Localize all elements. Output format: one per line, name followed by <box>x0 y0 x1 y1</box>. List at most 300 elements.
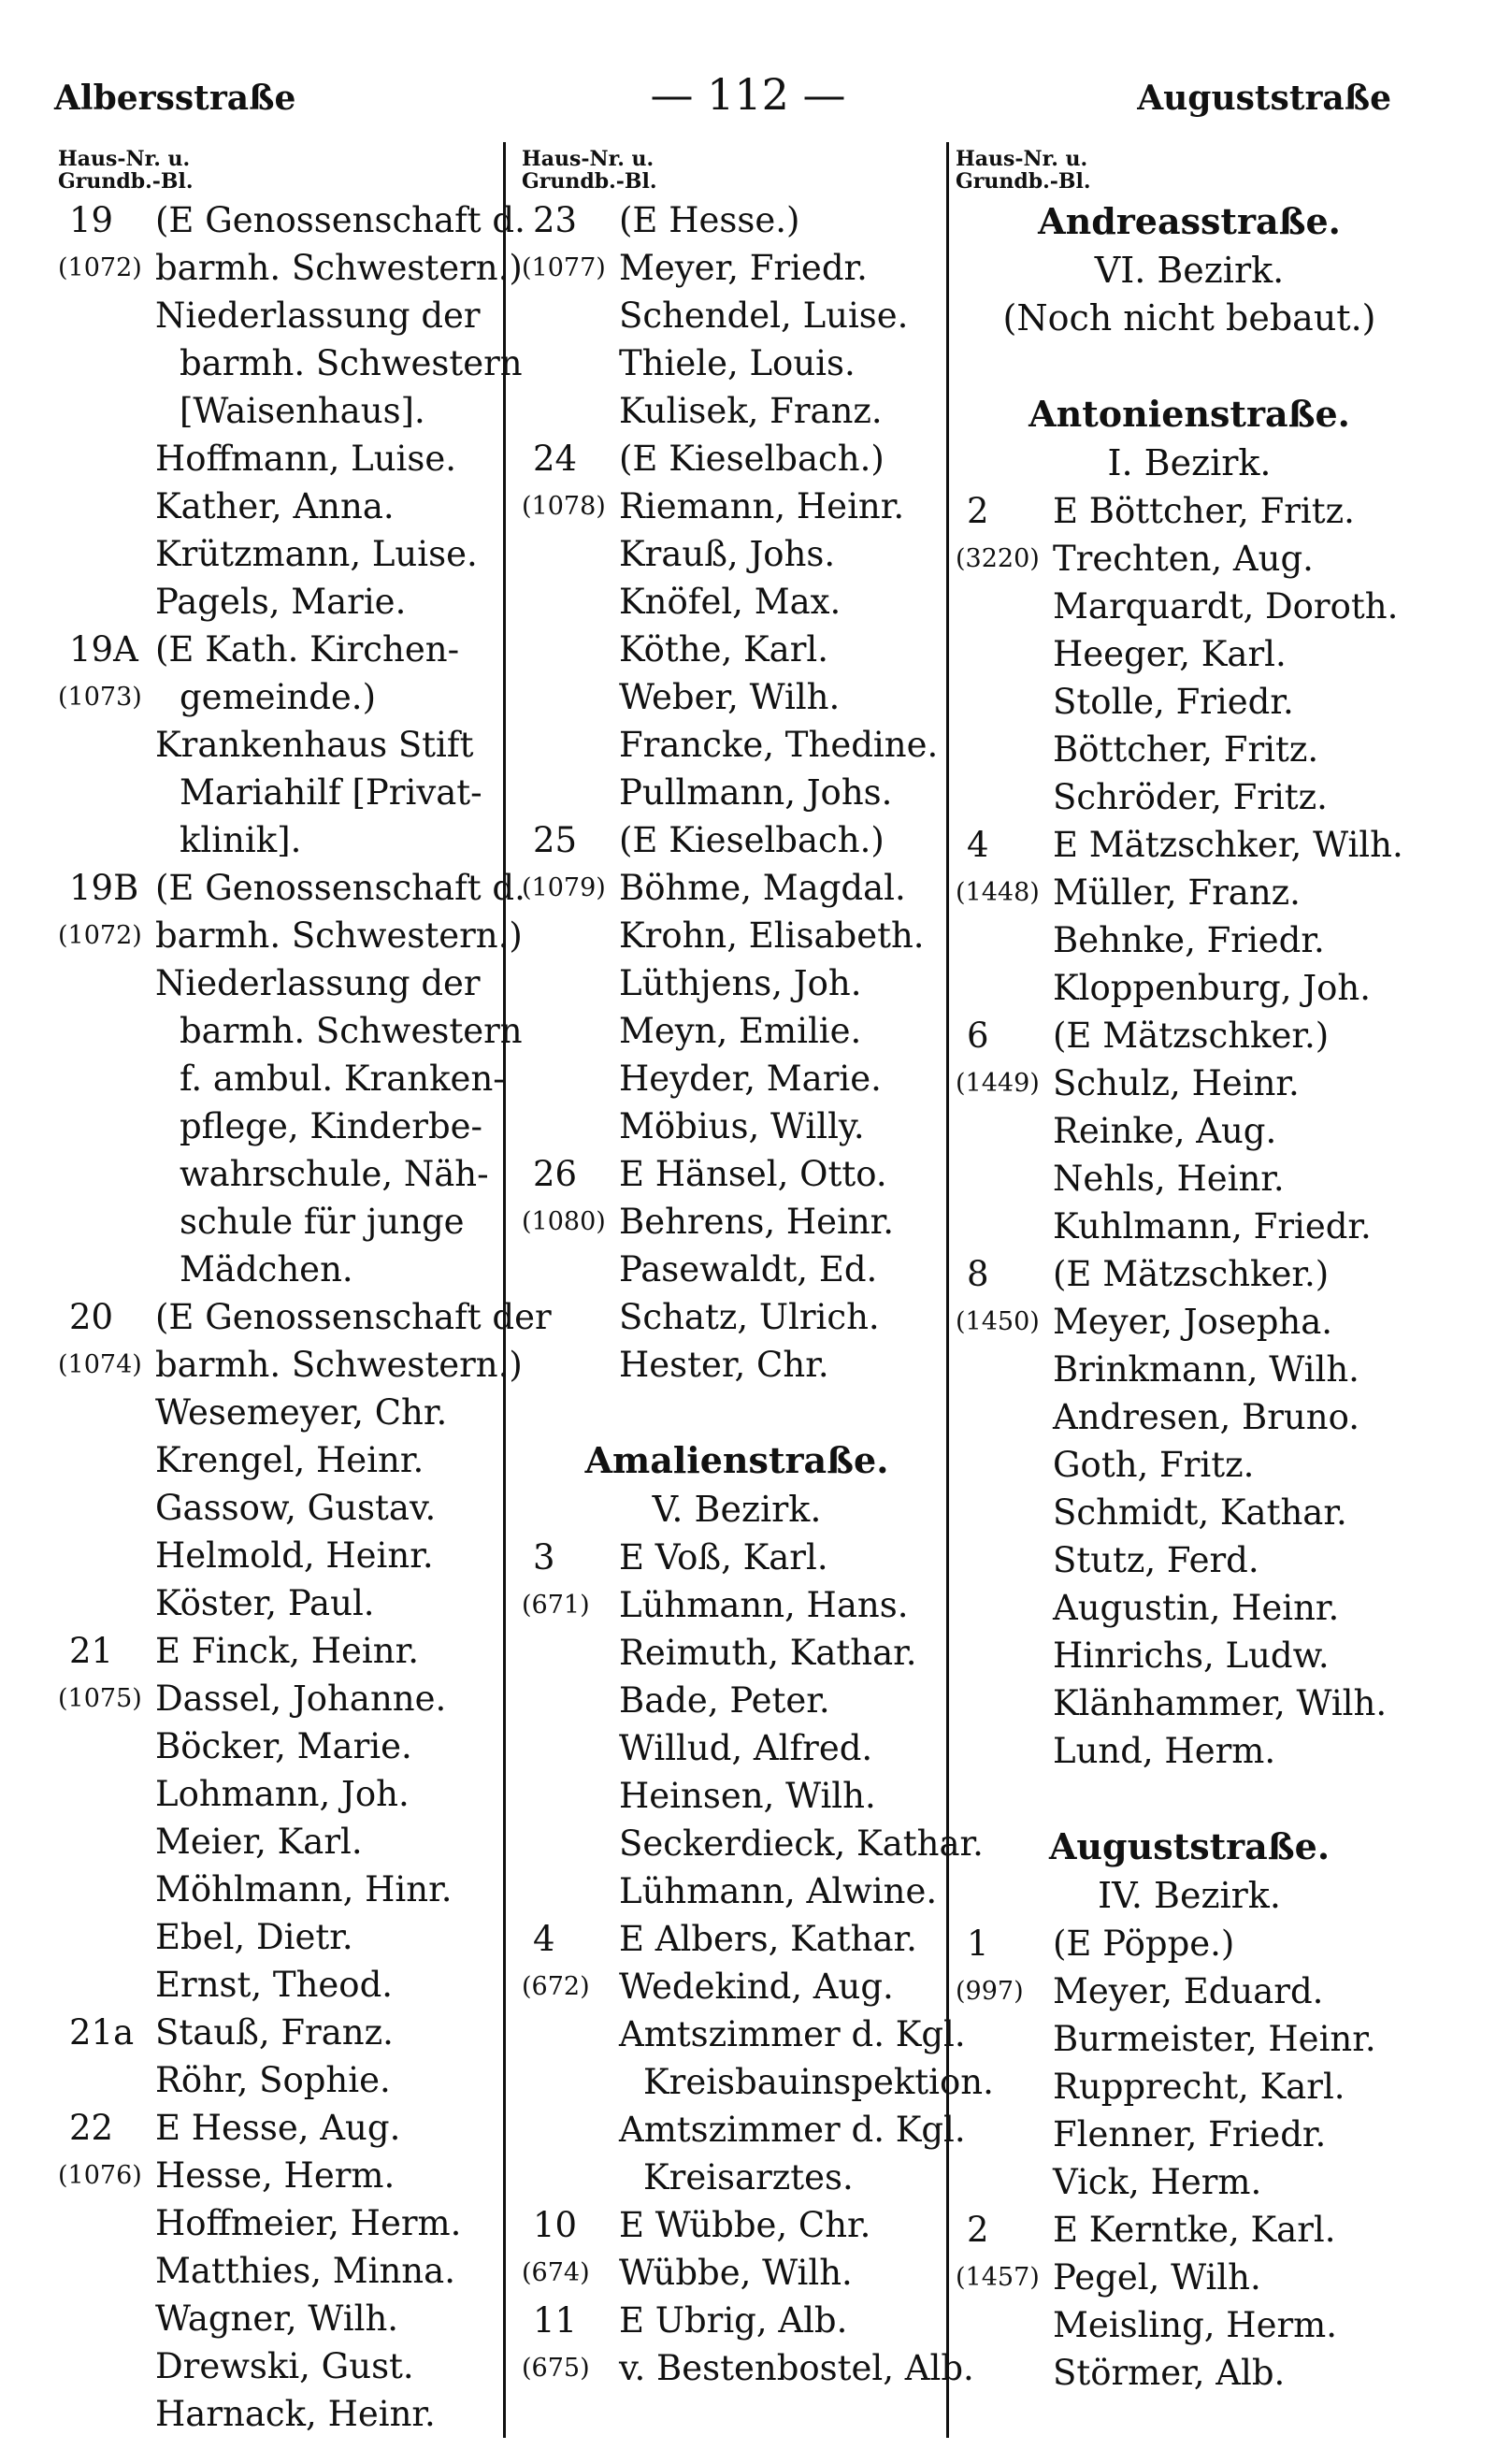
entry-continuation: f. ambul. Kranken- <box>180 1059 505 1099</box>
resident-entry: Schatz, Ulrich. <box>619 1297 880 1337</box>
resident-entry: Meyer, Friedr. <box>619 248 868 288</box>
district-label: I. Bezirk. <box>1107 442 1272 483</box>
resident-entry: Wesemeyer, Chr. <box>155 1392 448 1433</box>
parcel-number: (674) <box>522 2258 590 2287</box>
parcel-number: (1072) <box>58 253 142 282</box>
list-item <box>522 959 952 1007</box>
entry-continuation: gemeinde.) <box>180 677 377 717</box>
list-item <box>522 483 952 530</box>
list-item <box>522 339 952 387</box>
resident-entry: Amtszimmer d. Kgl. <box>619 2110 966 2150</box>
page-number: — 112 — <box>650 69 846 120</box>
resident-entry: Knöfel, Max. <box>619 582 842 622</box>
list-item <box>522 1102 952 1150</box>
resident-entry: (E Mätzschker.) <box>1053 1016 1330 1056</box>
list-item <box>956 630 1423 678</box>
house-number: 3 <box>533 1537 555 1578</box>
list-item <box>956 1679 1423 1727</box>
street-note: (Noch nicht bebaut.) <box>1002 297 1376 339</box>
resident-entry: Drewski, Gust. <box>155 2346 414 2386</box>
parcel-number: (1450) <box>956 1307 1040 1336</box>
list-item <box>522 2249 952 2297</box>
entry-continuation: Mariahilf [Privat- <box>180 772 482 813</box>
entry-continuation: barmh. Schwestern <box>180 1011 523 1051</box>
district-label: V. Bezirk. <box>652 1489 822 1530</box>
list-item <box>58 1293 552 1341</box>
resident-entry: Köthe, Karl. <box>619 629 829 670</box>
list-item <box>956 1536 1423 1584</box>
resident-entry: Hoffmann, Luise. <box>155 439 457 479</box>
resident-entry: E Böttcher, Fritz. <box>1053 491 1355 531</box>
list-item <box>58 530 516 578</box>
house-number: 2 <box>967 491 989 531</box>
list-item <box>522 1150 952 1198</box>
resident-entry: Kather, Anna. <box>155 486 395 526</box>
resident-entry: Hinrichs, Ludw. <box>1053 1635 1330 1676</box>
resident-entry: Hoffmeier, Herm. <box>155 2203 462 2243</box>
list-item <box>58 2295 516 2342</box>
list-item <box>956 726 1423 773</box>
resident-entry: Krohn, Elisabeth. <box>619 915 925 956</box>
resident-entry: Meisling, Herm. <box>1053 2305 1338 2345</box>
resident-entry: Stutz, Ferd. <box>1053 1540 1259 1580</box>
entry-continuation: barmh. Schwestern <box>180 343 523 383</box>
column-header-line: Grundb.-Bl. <box>522 169 657 194</box>
list-item <box>58 1722 516 1770</box>
list-item <box>522 673 952 721</box>
resident-entry: Meyn, Emilie. <box>619 1011 862 1051</box>
list-item <box>522 626 952 673</box>
parcel-number: (1449) <box>956 1069 1040 1098</box>
resident-entry: Schendel, Luise. <box>619 295 909 336</box>
street-heading: Auguststraße. <box>1048 1825 1331 1867</box>
list-item <box>58 1675 516 1722</box>
parcel-number: (1457) <box>956 2263 1040 2292</box>
list-item <box>522 1581 952 1629</box>
list-item <box>956 1489 1423 1536</box>
list-item <box>522 387 952 435</box>
list-item <box>522 1820 984 1867</box>
resident-entry: Brinkmann, Wilh. <box>1053 1349 1359 1390</box>
list-item <box>58 387 516 435</box>
resident-entry: Burmeister, Heinr. <box>1053 2019 1376 2059</box>
list-item <box>956 2015 1423 2063</box>
parcel-number: (1079) <box>522 873 606 902</box>
column-header-line: Grundb.-Bl. <box>956 169 1091 194</box>
resident-entry: E Kerntke, Karl. <box>1053 2210 1336 2250</box>
list-item <box>956 1632 1423 1679</box>
list-item <box>58 673 516 721</box>
resident-entry: Amtszimmer d. Kgl. <box>619 2014 966 2054</box>
column-header-line: Haus-Nr. u. <box>956 147 1088 171</box>
resident-entry: Krankenhaus Stift <box>155 725 474 765</box>
list-item <box>522 1677 952 1724</box>
list-item <box>956 916 1423 964</box>
list-item <box>522 435 952 483</box>
resident-entry: Lund, Herm. <box>1053 1731 1276 1771</box>
resident-entry: Schröder, Fritz. <box>1053 777 1328 817</box>
list-item <box>522 578 952 626</box>
list-item <box>956 487 1423 535</box>
parcel-number: (675) <box>522 2354 590 2383</box>
district-label: IV. Bezirk. <box>1098 1875 1281 1916</box>
list-item <box>58 1436 516 1484</box>
list-item <box>522 1963 952 2010</box>
list-item <box>58 2247 516 2295</box>
list-item <box>58 769 516 816</box>
entry-continuation: schule für junge <box>180 1202 465 1242</box>
list-item <box>522 530 952 578</box>
list-item <box>956 1155 1423 1203</box>
resident-entry: Böhme, Magdal. <box>619 868 906 908</box>
resident-entry: Seckerdieck, Kathar. <box>619 1823 984 1864</box>
resident-entry: Behrens, Heinr. <box>619 1202 895 1242</box>
resident-entry: Ernst, Theod. <box>155 1965 394 2005</box>
list-item <box>58 864 525 912</box>
column-header <box>956 148 1423 196</box>
list-item <box>58 1484 516 1532</box>
list-item <box>58 1627 516 1675</box>
list-item <box>522 721 952 769</box>
resident-entry: Ebel, Dietr. <box>155 1917 353 1957</box>
house-number: 19A <box>69 629 138 670</box>
parcel-number: (1080) <box>522 1207 606 1236</box>
list-item <box>58 244 523 292</box>
list-item <box>956 2301 1423 2349</box>
list-item <box>58 2390 516 2438</box>
resident-entry: Reimuth, Kathar. <box>619 1633 917 1673</box>
resident-entry: Kloppenburg, Joh. <box>1053 968 1371 1008</box>
list-item <box>956 821 1423 869</box>
house-number: 25 <box>533 820 578 860</box>
resident-entry: Krützmann, Luise. <box>155 534 478 574</box>
house-number: 4 <box>533 1919 555 1959</box>
resident-entry: (E Genossenschaft d. <box>155 868 525 908</box>
parcel-number: (672) <box>522 1972 590 2001</box>
list-item <box>58 2199 516 2247</box>
list-item <box>956 2111 1423 2158</box>
resident-entry: Kuhlmann, Friedr. <box>1053 1206 1372 1246</box>
resident-entry: Heinsen, Wilh. <box>619 1776 876 1816</box>
list-item <box>522 1198 952 1246</box>
resident-entry: (E Genossenschaft d. <box>155 200 525 240</box>
resident-entry: Wedekind, Aug. <box>619 1967 894 2007</box>
house-number: 6 <box>967 1016 989 1056</box>
resident-entry: Nehls, Heinr. <box>1053 1159 1285 1199</box>
resident-entry: Lüthjens, Joh. <box>619 963 862 1003</box>
resident-entry: Pullmann, Johs. <box>619 772 893 813</box>
spacer <box>956 342 1423 389</box>
house-number: 11 <box>533 2300 578 2341</box>
resident-entry: Schulz, Heinr. <box>1053 1063 1300 1103</box>
resident-entry: (E Kath. Kirchen- <box>155 629 460 670</box>
list-item <box>522 2106 966 2154</box>
list-item <box>522 1915 952 1963</box>
resident-entry: Pegel, Wilh. <box>1053 2257 1261 2298</box>
resident-entry: Schmidt, Kathar. <box>1053 1492 1347 1533</box>
parcel-number: (1448) <box>956 878 1040 907</box>
entry-continuation: Kreisarztes. <box>643 2157 854 2197</box>
list-item <box>956 1012 1423 1059</box>
column-header-line: Grundb.-Bl. <box>58 169 194 194</box>
street-heading: Andreasstraße. <box>1038 200 1341 242</box>
list-item <box>956 678 1423 726</box>
list-item <box>58 1866 516 1913</box>
parcel-number: (1078) <box>522 492 606 521</box>
list-item <box>956 1584 1423 1632</box>
resident-entry: Meier, Karl. <box>155 1822 363 1862</box>
resident-entry: (E Kieselbach.) <box>619 439 885 479</box>
resident-entry: Niederlassung der <box>155 295 481 336</box>
list-item <box>956 2158 1423 2206</box>
list-item <box>522 244 952 292</box>
resident-entry: Stauß, Franz. <box>155 2012 394 2053</box>
resident-entry: Pasewaldt, Ed. <box>619 1249 878 1290</box>
list-item <box>522 1772 952 1820</box>
house-number: 1 <box>967 1924 989 1964</box>
list-item <box>58 1102 516 1150</box>
resident-entry: barmh. Schwestern.) <box>155 248 523 288</box>
resident-entry: (E Genossenschaft der <box>155 1297 552 1337</box>
parcel-number: (1075) <box>58 1684 142 1713</box>
house-number: 21a <box>69 2012 135 2053</box>
street-heading: Antonienstraße. <box>1028 393 1350 435</box>
entry-continuation: pflege, Kinderbe- <box>180 1106 483 1146</box>
house-number: 8 <box>967 1254 989 1294</box>
list-item <box>58 578 516 626</box>
list-item <box>58 2104 516 2152</box>
resident-entry: Niederlassung der <box>155 963 481 1003</box>
resident-entry: E Voß, Karl. <box>619 1537 828 1578</box>
resident-entry: (E Pöppe.) <box>1053 1924 1235 1964</box>
list-item <box>956 535 1423 583</box>
column-header-line: Haus-Nr. u. <box>522 147 654 171</box>
list-item <box>522 912 952 959</box>
street-heading: Amalienstraße. <box>584 1439 889 1481</box>
resident-entry: Thiele, Louis. <box>619 343 856 383</box>
resident-entry: Heeger, Karl. <box>1053 634 1287 674</box>
list-item <box>522 2154 952 2201</box>
resident-entry: Trechten, Aug. <box>1053 539 1314 579</box>
list-item <box>58 1246 516 1293</box>
resident-entry: barmh. Schwestern.) <box>155 915 523 956</box>
resident-entry: Dassel, Johanne. <box>155 1679 447 1719</box>
list-item <box>58 1913 516 1961</box>
list-item <box>956 2206 1423 2254</box>
resident-entry: v. Bestenbostel, Alb. <box>619 2348 974 2388</box>
list-item <box>58 626 516 673</box>
list-item <box>522 2058 994 2106</box>
list-item <box>58 1007 523 1055</box>
list-item <box>58 483 516 530</box>
resident-entry: Vick, Herm. <box>1053 2162 1262 2202</box>
list-item <box>58 2009 516 2056</box>
entry-continuation: wahrschule, Näh- <box>180 1154 489 1194</box>
resident-entry: (E Mätzschker.) <box>1053 1254 1330 1294</box>
list-item <box>522 292 952 339</box>
list-item <box>956 1107 1423 1155</box>
list-item <box>58 1389 516 1436</box>
resident-entry: Bade, Peter. <box>619 1680 830 1721</box>
house-number: 4 <box>967 825 989 865</box>
list-item <box>58 292 516 339</box>
list-item <box>58 339 523 387</box>
resident-entry: Gassow, Gustav. <box>155 1488 437 1528</box>
list-item <box>522 864 952 912</box>
resident-entry: Hester, Chr. <box>619 1345 829 1385</box>
list-item <box>522 1534 952 1581</box>
entry-continuation: klinik]. <box>180 820 302 860</box>
list-item <box>522 1724 952 1772</box>
resident-entry: Lohmann, Joh. <box>155 1774 410 1814</box>
column-1 <box>58 147 552 2438</box>
parcel-number: (997) <box>956 1977 1024 2006</box>
list-item <box>956 1441 1423 1489</box>
list-item <box>522 1007 952 1055</box>
resident-entry: Köster, Paul. <box>155 1583 375 1623</box>
list-item <box>58 1055 516 1102</box>
list-item <box>58 1150 516 1198</box>
column-3 <box>956 148 1423 2397</box>
list-item <box>58 1961 516 2009</box>
running-head-left: Albersstraße <box>54 79 296 118</box>
resident-entry: Goth, Fritz. <box>1053 1445 1255 1485</box>
list-item <box>956 1298 1423 1346</box>
resident-entry: Böcker, Marie. <box>155 1726 412 1766</box>
parcel-number: (1077) <box>522 253 606 282</box>
resident-entry: E Wübbe, Chr. <box>619 2205 871 2245</box>
list-item <box>522 1293 952 1341</box>
column-header <box>522 148 952 196</box>
resident-entry: E Mätzschker, Wilh. <box>1053 825 1403 865</box>
resident-entry: Francke, Thedine. <box>619 725 939 765</box>
list-item <box>522 1629 952 1677</box>
resident-entry: Möhlmann, Hinr. <box>155 1869 453 1909</box>
list-item <box>956 583 1423 630</box>
entry-continuation: Mädchen. <box>180 1249 353 1290</box>
running-head-right: Auguststraße <box>1137 79 1391 118</box>
list-item <box>522 196 952 244</box>
resident-entry: Willud, Alfred. <box>619 1728 873 1768</box>
list-item <box>956 1203 1423 1250</box>
list-item <box>956 2349 1423 2397</box>
resident-entry: E Albers, Kathar. <box>619 1919 917 1959</box>
house-number: 22 <box>69 2108 114 2148</box>
resident-entry: Müller, Franz. <box>1053 872 1301 913</box>
parcel-number: (1073) <box>58 683 142 712</box>
house-number: 24 <box>533 439 578 479</box>
resident-entry: Riemann, Heinr. <box>619 486 905 526</box>
resident-entry: Stolle, Friedr. <box>1053 682 1294 722</box>
resident-entry: barmh. Schwestern.) <box>155 1345 523 1385</box>
list-item <box>522 816 952 864</box>
house-number: 20 <box>69 1297 114 1337</box>
list-item <box>522 2010 966 2058</box>
list-item <box>956 1727 1423 1775</box>
resident-entry: Hesse, Herm. <box>155 2155 396 2196</box>
column-header <box>58 148 516 196</box>
resident-entry: Wagner, Wilh. <box>155 2298 399 2339</box>
resident-entry: Klänhammer, Wilh. <box>1053 1683 1388 1723</box>
list-item <box>58 2056 516 2104</box>
resident-entry: Möbius, Willy. <box>619 1106 865 1146</box>
resident-entry: Matthies, Minna. <box>155 2251 455 2291</box>
resident-entry: E Finck, Heinr. <box>155 1631 419 1671</box>
resident-entry: Kulisek, Franz. <box>619 391 883 431</box>
house-number: 19B <box>69 868 139 908</box>
list-item <box>58 196 525 244</box>
resident-entry: E Hesse, Aug. <box>155 2108 401 2148</box>
resident-entry: E Hänsel, Otto. <box>619 1154 887 1194</box>
entry-continuation: [Waisenhaus]. <box>180 391 425 431</box>
resident-entry: Rupprecht, Karl. <box>1053 2067 1345 2107</box>
list-item <box>522 1341 952 1389</box>
list-item <box>956 2254 1423 2301</box>
list-item <box>58 1198 516 1246</box>
list-item <box>956 1967 1423 2015</box>
list-item <box>956 964 1423 1012</box>
resident-entry: Reinke, Aug. <box>1053 1111 1277 1151</box>
list-item <box>522 769 952 816</box>
list-item <box>956 869 1423 916</box>
resident-entry: Behnke, Friedr. <box>1053 920 1325 960</box>
house-number: 2 <box>967 2210 989 2250</box>
resident-entry: Marquardt, Doroth. <box>1053 586 1399 627</box>
resident-entry: Pagels, Marie. <box>155 582 407 622</box>
list-item <box>956 2063 1423 2111</box>
list-item <box>58 959 516 1007</box>
list-item <box>58 1532 516 1579</box>
list-item <box>58 721 516 769</box>
list-item <box>58 435 516 483</box>
list-item <box>58 1579 516 1627</box>
house-number: 23 <box>533 200 578 240</box>
resident-entry: Harnack, Heinr. <box>155 2394 436 2434</box>
list-item <box>58 2342 516 2390</box>
parcel-number: (1076) <box>58 2161 142 2190</box>
parcel-number: (1074) <box>58 1350 142 1379</box>
list-item <box>58 1818 516 1866</box>
resident-entry: Lühmann, Hans. <box>619 1585 909 1625</box>
list-item <box>58 912 523 959</box>
resident-entry: Krengel, Heinr. <box>155 1440 424 1480</box>
column-header-line: Haus-Nr. u. <box>58 147 191 171</box>
list-item <box>522 2201 952 2249</box>
resident-entry: Röhr, Sophie. <box>155 2060 391 2100</box>
resident-entry: Böttcher, Fritz. <box>1053 729 1319 770</box>
list-item <box>522 1867 952 1915</box>
resident-entry: Augustin, Heinr. <box>1053 1588 1340 1628</box>
resident-entry: Störmer, Alb. <box>1053 2353 1286 2393</box>
entry-continuation: Kreisbauinspektion. <box>643 2062 994 2102</box>
list-item <box>58 1341 523 1389</box>
resident-entry: (E Hesse.) <box>619 200 800 240</box>
resident-entry: Lühmann, Alwine. <box>619 1871 938 1911</box>
resident-entry: Meyer, Eduard. <box>1053 1971 1324 2011</box>
parcel-number: (671) <box>522 1591 590 1620</box>
resident-entry: E Ubrig, Alb. <box>619 2300 848 2341</box>
resident-entry: Helmold, Heinr. <box>155 1535 434 1576</box>
list-item <box>522 1246 952 1293</box>
list-item <box>522 2297 952 2344</box>
parcel-number: (1072) <box>58 921 142 950</box>
list-item <box>522 2344 974 2392</box>
list-item <box>58 2152 516 2199</box>
spacer <box>956 1775 1423 1822</box>
resident-entry: Andresen, Bruno. <box>1053 1397 1359 1437</box>
house-number: 19 <box>69 200 114 240</box>
list-item <box>58 816 516 864</box>
